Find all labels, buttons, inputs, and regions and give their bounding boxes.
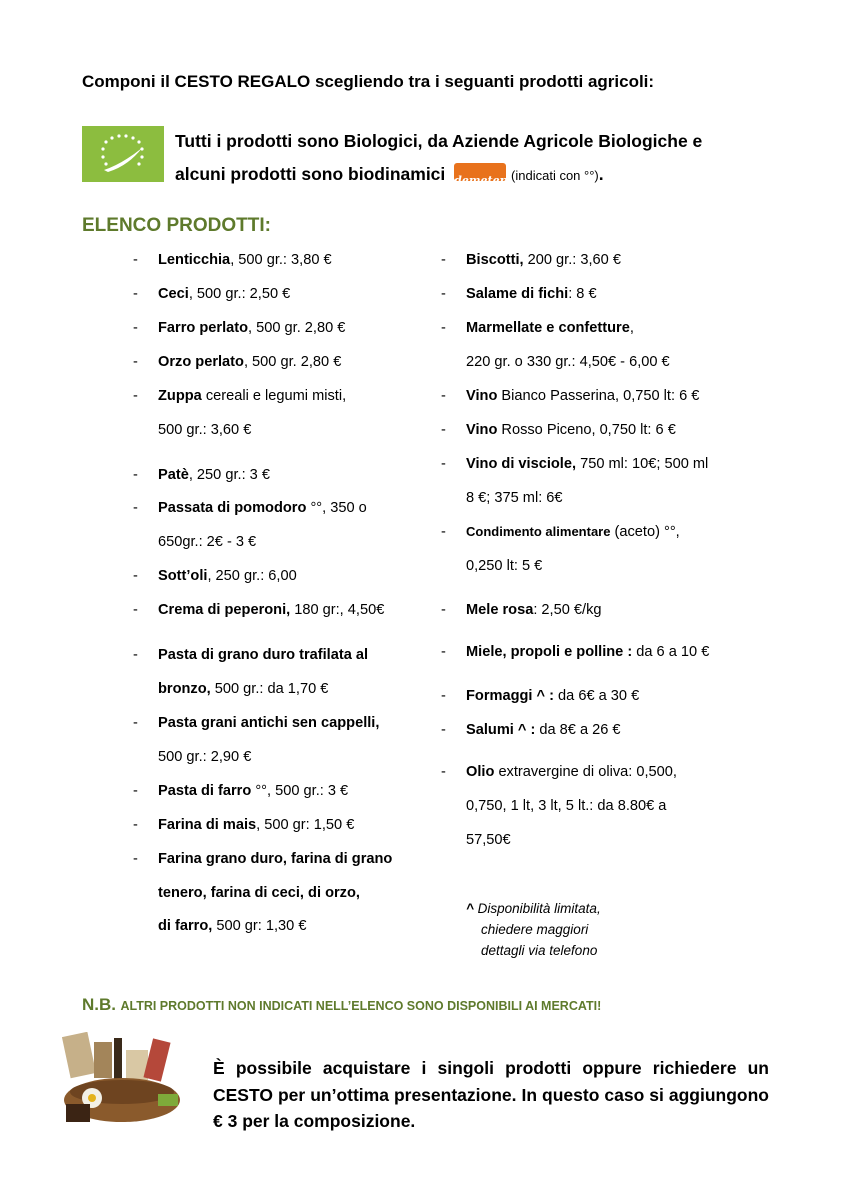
gift-basket-image (62, 1032, 184, 1132)
page-heading: Componi il CESTO REGALO scegliendo tra i seguanti prodotti agricoli: (82, 72, 655, 91)
intro-line-2: alcuni prodotti sono biodinamici (175, 164, 446, 184)
availability-note: ^ Disponibilità limitata, chiedere maggiori dettagli via telefono (466, 901, 601, 958)
final-paragraph: È possibile acquistare i singoli prodotti oppure richiedere un CESTO per un’ottima presentazione. In questo caso si aggiungono € 3 per la composizione. (213, 1058, 769, 1131)
intro-end: . (598, 164, 604, 184)
demeter-logo: demeter (454, 163, 506, 181)
product-list-title: ELENCO PRODOTTI: (82, 215, 271, 236)
intro-line-1: Tutti i prodotti sono Biologici, da Aziende Agricole Biologiche e (175, 131, 703, 151)
intro-indicated: (indicati con °°) (511, 168, 599, 183)
eu-leaf-stars-icon (82, 126, 164, 182)
eu-organic-logo (82, 126, 164, 182)
nb-note: N.B. ALTRI PRODOTTI NON INDICATI NELL’ELENCO SONO DISPONIBILI AI MERCATI! (82, 995, 602, 1014)
intro-paragraph (175, 125, 769, 192)
